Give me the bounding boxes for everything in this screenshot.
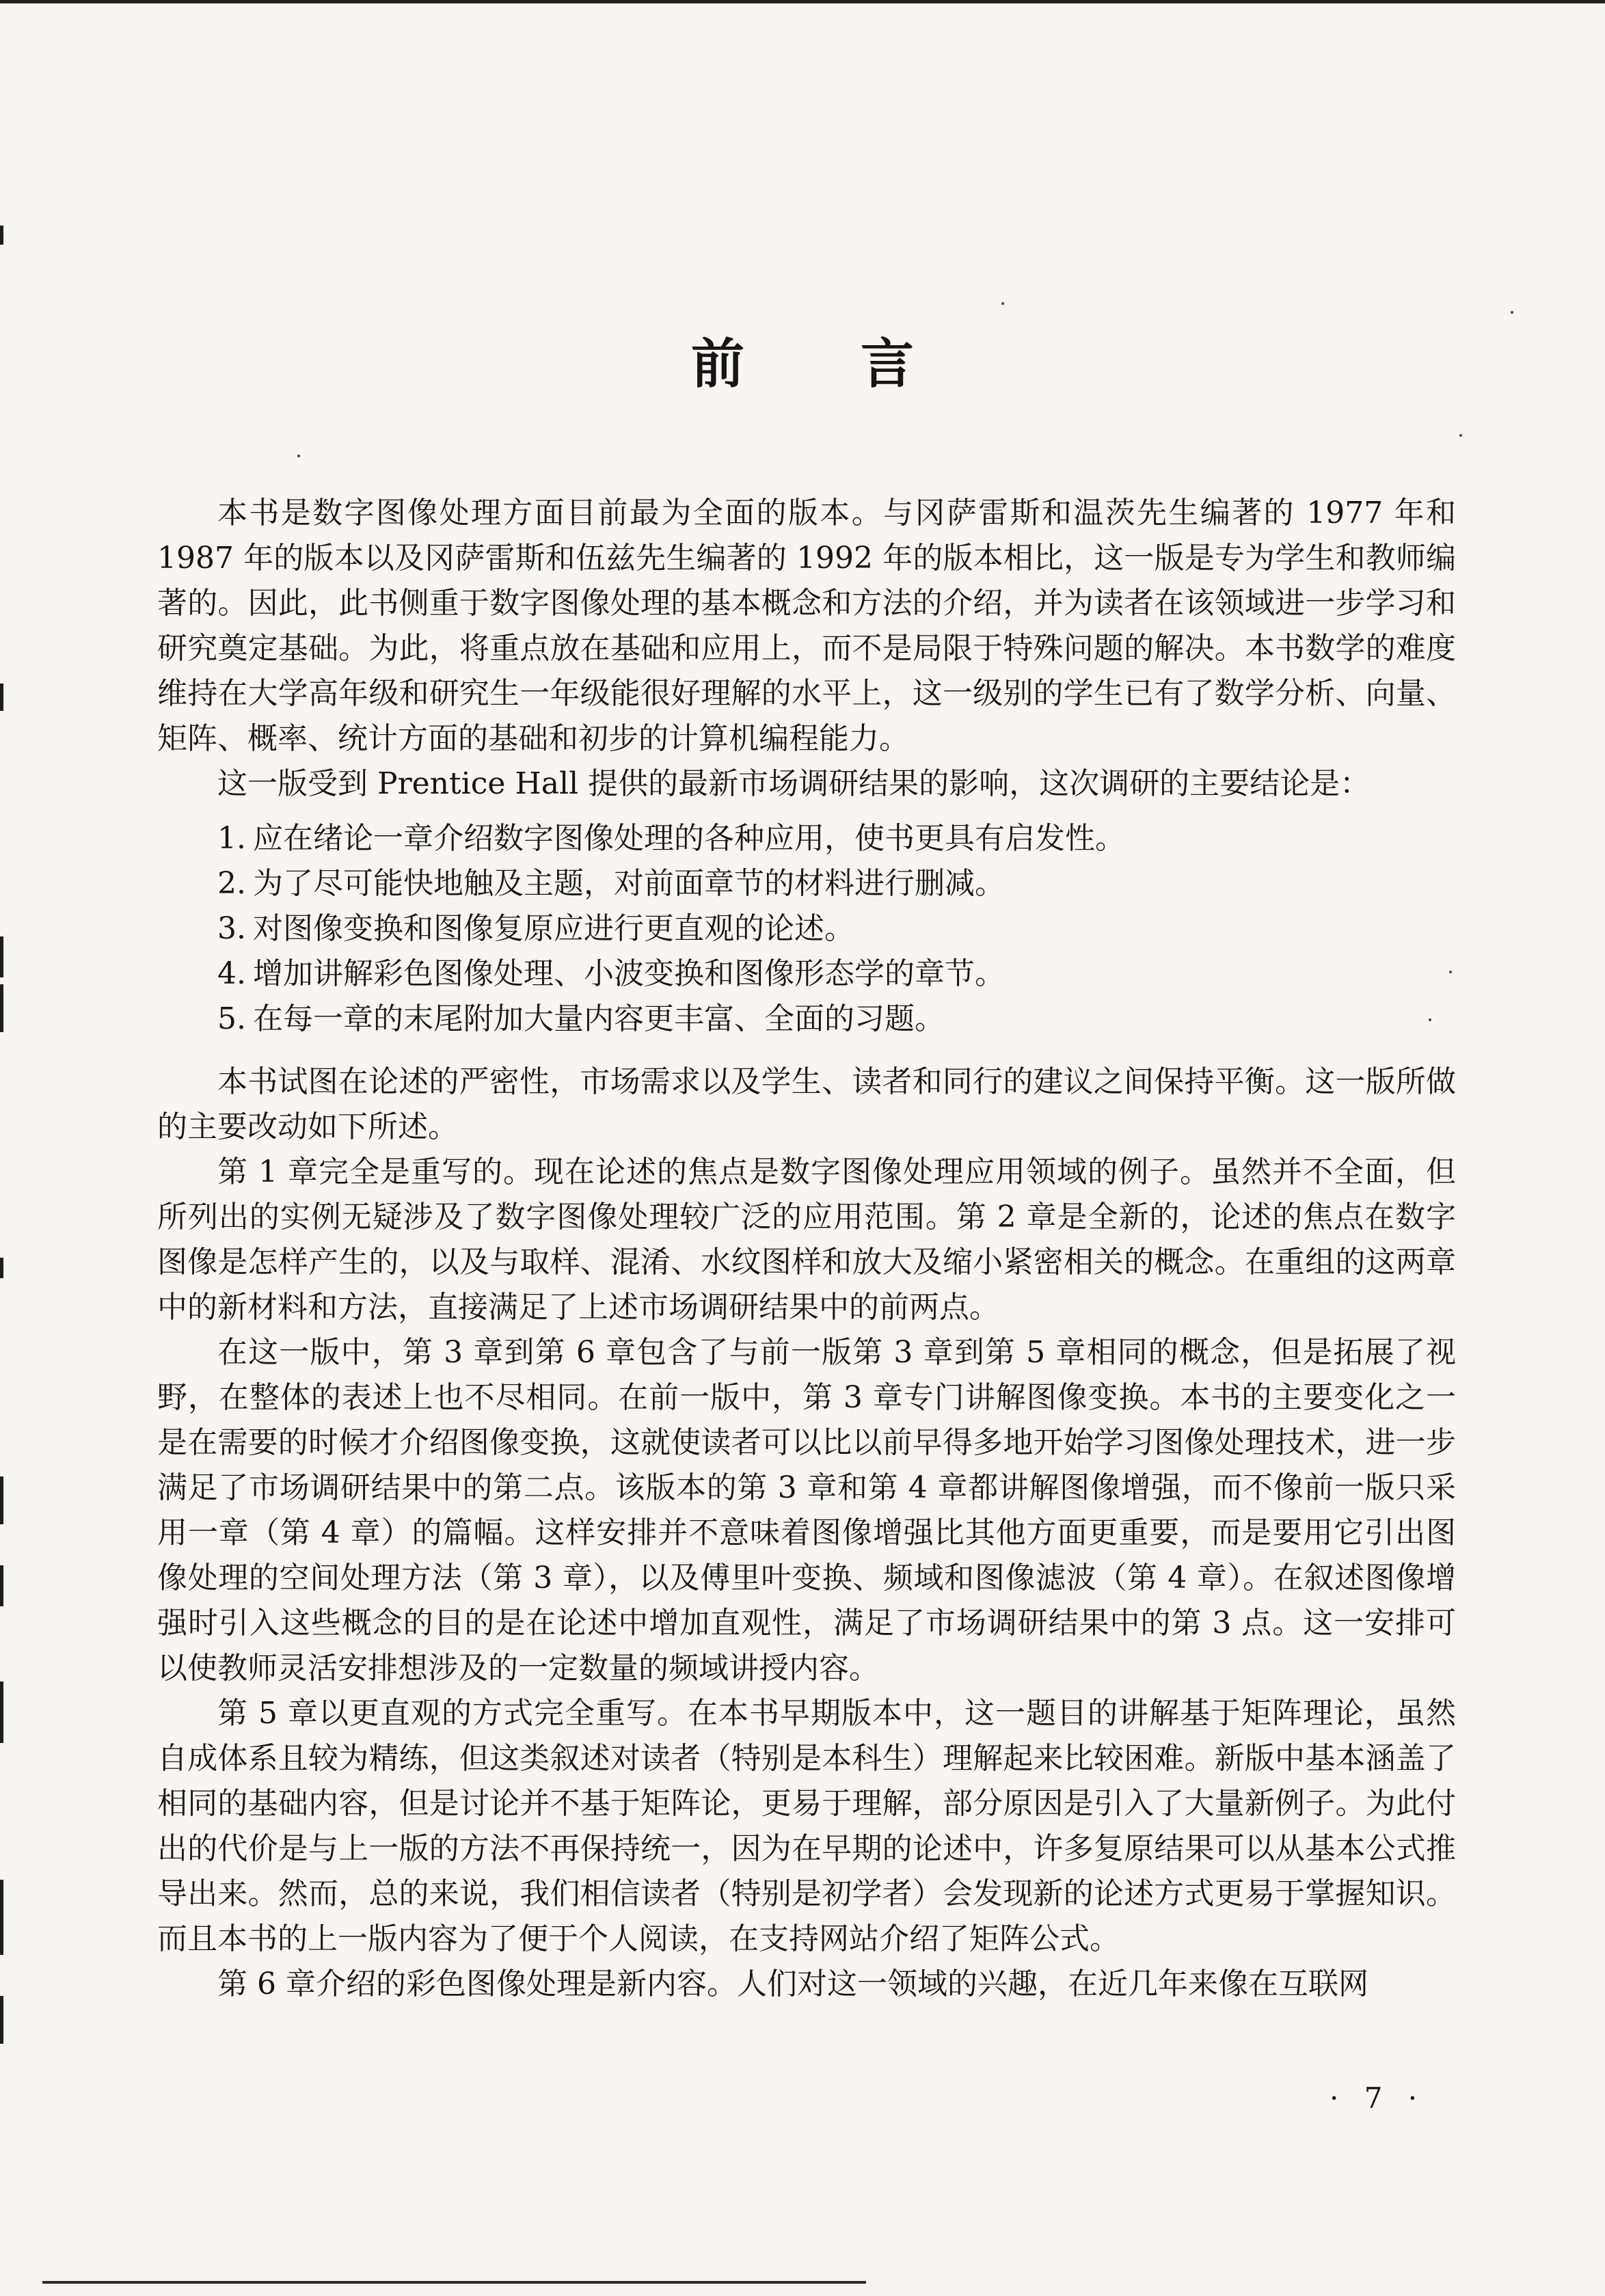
scan-edge-mark xyxy=(0,936,3,977)
scan-speck xyxy=(297,455,300,457)
list-item xyxy=(217,906,1456,951)
paragraph: 在这一版中，第 3 章到第 6 章包含了与前一版第 3 章到第 5 章相同的概念，但是拓展了视野，在整体的表述上也不尽相同。在前一版中，第 3 章专门讲解图像变换。本书的主要变化之一是在需要的时候才介绍图像变换，这就使读者可以比以前早得多地开始学习图像处理技术，进一步满足了市场调研结果中的第二点。该版本的第 3 章和第 4 章都讲解图像增强，而不像前一版只采用一章（第 4 章）的篇幅。这样安排并不意味着图像增强比其他方面更重要，而是要用它引出图像处理的空间处理方法（第 3 章），以及傅里叶变换、频域和图像滤波（第 4 章）。在叙述图像增强时引入这些概念的目的是在论述中增加直观性，满足了市场调研结果中的第 3 点。这一安排可以使教师灵活安排想涉及的一定数量的频域讲授内容。 xyxy=(157,1335,1456,1686)
list-item-number: 5. xyxy=(217,1001,246,1036)
list-item-text: 在每一章的末尾附加大量内容更丰富、全面的习题。 xyxy=(252,1001,945,1036)
paragraph: 本书试图在论述的严密性，市场需求以及学生、读者和同行的建议之间保持平衡。这一版所做的主要改动如下所述。 xyxy=(157,1064,1456,1144)
top-border-line xyxy=(0,0,1605,3)
scan-speck xyxy=(1511,311,1513,314)
list-item-text: 应在绪论一章介绍数字图像处理的各种应用，使书更具有启发性。 xyxy=(252,821,1125,856)
scan-edge-mark xyxy=(0,1682,3,1743)
paragraph: 这一版受到 Prentice Hall 提供的最新市场调研结果的影响，这次调研的主要结论是： xyxy=(217,766,1371,801)
scan-edge-mark xyxy=(0,1258,3,1278)
body-text xyxy=(157,491,1456,2007)
scan-edge-mark xyxy=(0,684,3,711)
scan-speck xyxy=(1459,434,1462,437)
bottom-border-line xyxy=(42,2281,866,2284)
list-item-number: 2. xyxy=(217,866,246,901)
list-item-number: 4. xyxy=(217,956,246,991)
list-item-text: 为了尽可能快地触及主题，对前面章节的材料进行删减。 xyxy=(252,866,1005,901)
list-item-number: 1. xyxy=(217,821,246,856)
scan-edge-mark xyxy=(0,1476,3,1524)
list-item xyxy=(217,997,1456,1042)
paragraph: 第 6 章介绍的彩色图像处理是新内容。人们对这一领域的兴趣，在近几年来像在互联网 xyxy=(217,1967,1368,2001)
findings-list xyxy=(157,816,1456,1042)
list-item xyxy=(217,951,1456,997)
scan-edge-mark xyxy=(0,1880,3,1955)
scan-edge-mark xyxy=(0,1565,3,1606)
list-item-text: 对图像变换和图像复原应进行更直观的论述。 xyxy=(252,911,854,946)
list-item xyxy=(217,816,1456,861)
scan-speck xyxy=(1001,302,1004,305)
scan-edge-mark xyxy=(0,1996,3,2044)
list-item-text: 增加讲解彩色图像处理、小波变换和图像形态学的章节。 xyxy=(252,956,1005,991)
scan-edge-mark xyxy=(0,984,3,1032)
page-number: · 7 · xyxy=(1330,2081,1426,2115)
paragraph: 第 5 章以更直观的方式完全重写。在本书早期版本中，这一题目的讲解基于矩阵理论，虽然自成体系且较为精练，但这类叙述对读者（特别是本科生）理解起来比较困难。新版中基本涵盖了相同的基础内容，但是讨论并不基于矩阵论，更易于理解，部分原因是引入了大量新例子。为此付出的代价是与上一版的方法不再保持统一，因为在早期的论述中，许多复原结果可以从基本公式推导出来。然而，总的来说，我们相信读者（特别是初学者）会发现新的论述方式更易于掌握知识。而且本书的上一版内容为了便于个人阅读，在支持网站介绍了矩阵公式。 xyxy=(157,1696,1456,1956)
list-item xyxy=(217,861,1456,906)
scan-edge-mark xyxy=(0,226,3,245)
paragraph: 第 1 章完全是重写的。现在论述的焦点是数字图像处理应用领域的例子。虽然并不全面，但所列出的实例无疑涉及了数字图像处理较广泛的应用范围。第 2 章是全新的，论述的焦点在数字图像是怎样产生的，以及与取样、混淆、水纹图样和放大及缩小紧密相关的概念。在重组的这两章中的新材料和方法，直接满足了上述市场调研结果中的前两点。 xyxy=(157,1154,1456,1325)
list-item-number: 3. xyxy=(217,911,246,946)
page-title: 前言 xyxy=(690,334,1030,395)
paragraph: 本书是数字图像处理方面目前最为全面的版本。与冈萨雷斯和温茨先生编著的 1977 年和 1987 年的版本以及冈萨雷斯和伍兹先生编著的 1992 年的版本相比，这一版是专为学生和教师编著的。因此，此书侧重于数字图像处理的基本概念和方法的介绍，并为读者在该领域进一步学习和研究奠定基础。为此，将重点放在基础和应用上，而不是局限于特殊问题的解决。本书数学的难度维持在大学高年级和研究生一年级能很好理解的水平上，这一级别的学生已有了数学分析、向量、矩阵、概率、统计方面的基础和初步的计算机编程能力。 xyxy=(157,496,1456,756)
